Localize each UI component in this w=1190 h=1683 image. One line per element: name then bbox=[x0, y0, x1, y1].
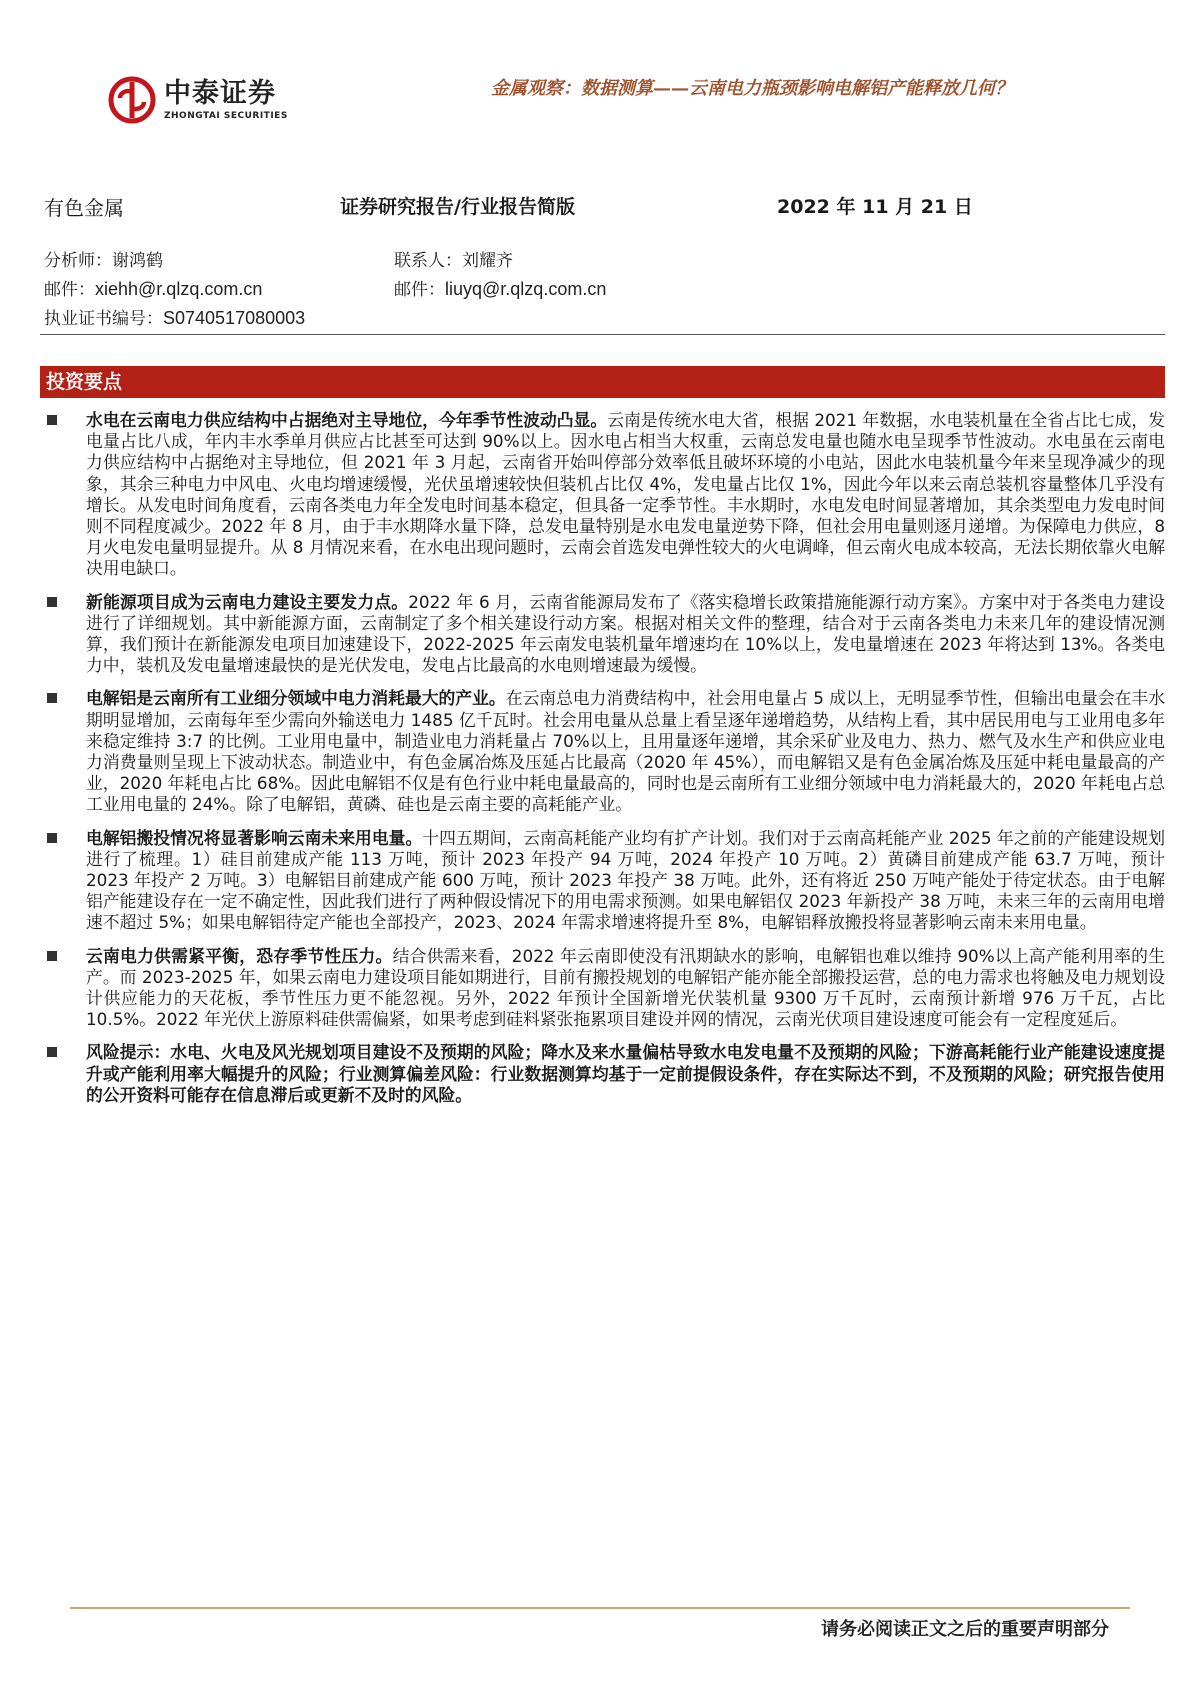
sector-label: 有色金属 bbox=[44, 196, 124, 220]
contact-label: 联系人： bbox=[394, 251, 462, 271]
header-divider bbox=[40, 334, 1165, 335]
cert-label: 执业证书编号： bbox=[44, 309, 163, 329]
report-title: 金属观察：数据测算——云南电力瓶颈影响电解铝产能释放几何？ bbox=[491, 78, 1013, 99]
contact-name: 刘耀齐 bbox=[462, 251, 513, 271]
point-lead: 水电在云南电力供应结构中占据绝对主导地位，今年季节性波动凸显。 bbox=[86, 410, 608, 430]
list-item bbox=[44, 688, 1165, 815]
analyst-name: 谢鸿鹤 bbox=[112, 251, 163, 271]
analyst-label: 分析师： bbox=[44, 251, 112, 271]
logo-english-name: ZHONGTAI SECURITIES bbox=[164, 111, 288, 121]
point-lead: 新能源项目成为云南电力建设主要发力点。 bbox=[86, 591, 409, 612]
analyst-cert-row bbox=[44, 304, 305, 329]
bullet-square-icon bbox=[47, 597, 57, 607]
point-lead: 云南电力供需紧平衡，恐存季节性压力。 bbox=[86, 945, 393, 966]
point-body: 2022 年 6 月，云南省能源局发布了《落实稳增长政策措施能源行动方案》。方案中对于各类电力建设进行了详细规划。其中新能源方面，云南制定了多个相关建设行动方案。根据对相关文件的整理，结合对于云南各类电力未来几年的建设情况测算，我们预计在新能源发电项目加速建设下，2022-2025 年云南发电装机量年增速均在 10%以上，发电量增速在 2023 年将达到 13%。各类电力中，装机及发电量增速最快的是光伏发电，发电占比最高的水电则增速最为缓慢。 bbox=[86, 591, 1165, 676]
analyst-name-row bbox=[44, 246, 163, 271]
footer-divider bbox=[70, 1607, 1130, 1609]
bullet-square-icon bbox=[47, 693, 57, 703]
point-body: 十四五期间，云南高耗能产业均有扩产计划。我们对于云南高耗能产业 2025 年之前的产能建设规划进行了梳理。1）硅目前建成产能 113 万吨，预计 2023 年投产 94 万吨，2024 年投产 10 万吨。2）黄磷目前建成产能 63.7 万吨，预计 2023 年投产 2 万吨。3）电解铝目前建成产能 600 万吨，预计 2023 年投产 38 万吨。此外，还有将近 250 万吨产能处于待定状态。由于电解铝产能建设存在一定不确定性，因此我们进行了两种假设情况下的用电需求预测。如果电解铝仅 2023 年新投产 38 万吨，未来三年的云南用电增速不超过 5%；如果电解铝待定产能也全部投产，2023、2024 年需求增速将提升至 8%，电解铝释放搬投将显著影响云南未来用电量。 bbox=[86, 827, 1165, 933]
contact-email-label: 邮件： bbox=[394, 280, 445, 300]
list-item bbox=[44, 828, 1165, 934]
analyst-email-row bbox=[44, 275, 262, 300]
footer-disclaimer: 请务必阅读正文之后的重要声明部分 bbox=[821, 1619, 1109, 1640]
bullet-square-icon bbox=[47, 1047, 57, 1057]
cert-number: S0740517080003 bbox=[163, 308, 306, 328]
list-item bbox=[44, 410, 1165, 580]
contact-email-row bbox=[394, 275, 606, 300]
bullet-square-icon bbox=[47, 951, 57, 961]
report-date: 2022 年 11 月 21 日 bbox=[777, 196, 973, 218]
zhongtai-logo-icon bbox=[108, 76, 156, 124]
logo-chinese-name: 中泰证券 bbox=[164, 78, 276, 109]
contact-email[interactable]: liuyq@r.qlzq.com.cn bbox=[445, 279, 607, 299]
bullet-square-icon bbox=[47, 415, 57, 425]
point-body: 结合供需来看，2022 年云南即使没有汛期缺水的影响，电解铝也难以维持 90%以上高产能利用率的生产。而 2023-2025 年，如果云南电力建设项目能如期进行，目前有搬投规划的电解铝产能亦能全部搬投运营，总的电力需求也将触及电力规划设计供应能力的天花板，季节性压力更不能忽视。另外，2022 年预计全国新增光伏装机量 9300 万千瓦时，云南预计新增 976 万千瓦，占比 10.5%。2022 年光伏上游原料硅供需偏紧，如果考虑到硅料紧张拖累项目建设并网的情况，云南光伏项目建设速度可能会有一定程度延后。 bbox=[86, 945, 1165, 1030]
risk-warning-text: 风险提示：水电、火电及风光规划项目建设不及预期的风险；降水及来水量偏枯导致水电发电量不及预期的风险；下游高耗能行业产能建设速度提升或产能利用率大幅提升的风险；行业测算偏差风险：行业数据测算均基于一定前提假设条件，存在实际达不到，不及预期的风险；研究报告使用的公开资料可能存在信息滞后或更新不及时的风险。 bbox=[86, 1042, 1165, 1105]
point-body: 云南是传统水电大省，根据 2021 年数据，水电装机量在全省占比七成，发电量占比八成，年内丰水季单月供应占比甚至可达到 90%以上。因水电占相当大权重，云南总发电量也随水电呈现季节性波动。水电虽在云南电力供应结构中占据绝对主导地位，但 2021 年 3 月起，云南省开始叫停部分效率低且破坏环境的小电站，因此水电装机量今年来呈现净减少的现象，其余三种电力中风电、火电均增速缓慢，光伏虽增速较快但装机占比仅 4%，发电量占比仅 1%，因此今年以来云南总装机容量整体几乎没有增长。从发电时间角度看，云南各类电力年全发电时间基本稳定，但具备一定季节性。丰水期时，水电发电时间显著增加，其余类型电力发电时间则不同程度减少。2022 年 8 月，由于丰水期降水量下降，总发电量特别是水电发电量逆势下降，但社会用电量则逐月递增。为保障电力供应，8 月火电发电量明显提升。从 8 月情况来看，在水电出现问题时，云南会首选发电弹性较大的火电调峰，但云南火电成本较高，无法长期依靠火电解决用电缺口。 bbox=[86, 410, 1165, 579]
report-meta-row bbox=[0, 192, 1190, 218]
list-item bbox=[44, 946, 1165, 1031]
contact-name-row bbox=[394, 246, 513, 271]
investment-points bbox=[44, 410, 1165, 1118]
company-logo bbox=[108, 76, 288, 124]
list-item bbox=[44, 592, 1165, 677]
analyst-email[interactable]: xiehh@r.qlzq.com.cn bbox=[95, 279, 263, 299]
point-body: 在云南总电力消费结构中，社会用电量占 5 成以上，无明显季节性，但输出电量会在丰水期明显增加，云南每年至少需向外输送电力 1485 亿千瓦时。社会用电量从总量上看呈逐年递增趋势，从结构上看，其中居民用电与工业用电多年来稳定维持 3:7 的比例。工业用电量中，制造业电力消耗量占 70%以上，且用量逐年递增，其余采矿业及电力、热力、燃气及水生产和供应业电力消费量则呈现上下波动状态。制造业中，有色金属冶炼及压延占比最高（2020 年 45%），而电解铝又是有色金属冶炼及压延中耗电量最高的产业，2020 年耗电占比 68%。因此电解铝不仅是有色行业中耗电量最高的，同时也是云南所有工业细分领域中电力消耗最大的，2020 年耗电占总工业用电量的 24%。除了电解铝，黄磷、硅也是云南主要的高耗能产业。 bbox=[86, 688, 1165, 815]
analyst-email-label: 邮件： bbox=[44, 280, 95, 300]
risk-warning-item bbox=[44, 1042, 1165, 1106]
section-title-bar: 投资要点 bbox=[40, 366, 1165, 398]
bullet-square-icon bbox=[47, 833, 57, 843]
point-lead: 电解铝是云南所有工业细分领域中电力消耗最大的产业。 bbox=[86, 688, 506, 709]
point-lead: 电解铝搬投情况将显著影响云南未来用电量。 bbox=[86, 827, 423, 848]
report-type: 证券研究报告/行业报告简版 bbox=[340, 196, 575, 218]
